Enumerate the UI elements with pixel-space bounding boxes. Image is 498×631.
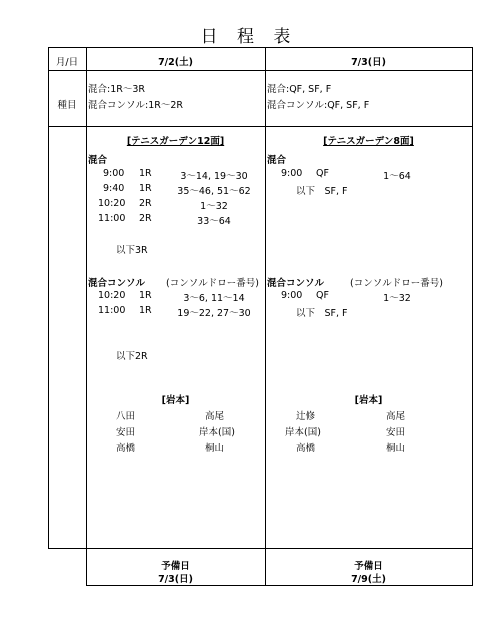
day1-consol-draw: 19〜22, 27〜30 [177,308,251,319]
day1-mixed-round: 1R [139,168,152,179]
day1-mixed-draw: 33〜64 [197,216,231,227]
day1-reserve-label: 予備日 [161,561,190,572]
day1-mixed-time: 10:20 [98,198,126,209]
day2-consol-note: (コンソルドロー番号) [350,278,443,289]
day1-mixed-time: 9:40 [103,183,125,194]
day2-staff-name: 安田 [386,427,406,438]
day2-consol-title: 混合コンソル [267,278,325,289]
day2-consol-after: 以下 SF, F [296,308,348,319]
day1-mixed-after: 以下3R [116,245,148,256]
day1-header: 7/2(土) [158,57,193,68]
day2-staff-title: [岩本] [354,395,383,406]
day2-header: 7/3(日) [351,57,386,68]
day1-consol-round: 1R [139,305,152,316]
day1-mixed-time: 9:00 [103,168,125,179]
day2-staff-name: 辻修 [296,411,316,422]
day2-mixed-draw: 1〜64 [383,171,411,182]
day1-reserve-date: 7/3(日) [158,574,193,585]
day1-mixed-round: 2R [139,213,152,224]
day2-mixed-round: QF [316,168,329,179]
day1-consol-draw: 3〜6, 11〜14 [183,293,245,304]
day1-mixed-title: 混合 [88,155,108,166]
day1-consol-time: 10:20 [98,290,126,301]
day2-consol-round: QF [316,290,329,301]
day1-staff-name: 岸本(国) [199,427,235,438]
day2-reserve-date: 7/9(土) [351,574,386,585]
day2-staff-name: 桐山 [386,443,406,454]
day1-event-1: 混合:1R〜3R [88,84,145,95]
day2-event-1: 混合:QF, SF, F [267,84,332,95]
day2-event-2: 混合コンソル:QF, SF, F [267,100,370,111]
day2-mixed-title: 混合 [267,155,287,166]
events-label: 種目 [57,100,77,111]
day1-mixed-time: 11:00 [98,213,126,224]
day1-staff-name: 安田 [116,427,136,438]
day1-consol-time: 11:00 [98,305,126,316]
day1-venue: [テニスガーデン12面] [126,136,225,147]
month-day-header: 月/日 [55,57,79,68]
day1-consol-round: 1R [139,290,152,301]
day1-mixed-round: 1R [139,183,152,194]
day1-mixed-round: 2R [139,198,152,209]
page-title: 日 程 表 [200,27,298,47]
day2-mixed-time: 9:00 [281,168,303,179]
day1-staff-name: 桐山 [205,443,225,454]
day1-mixed-draw: 35〜46, 51〜62 [177,186,251,197]
day2-mixed-after: 以下 SF, F [296,186,348,197]
day1-mixed-draw: 1〜32 [200,201,228,212]
day2-staff-name: 高尾 [386,411,406,422]
day2-staff-name: 岸本(国) [285,427,321,438]
day2-consol-time: 9:00 [281,290,303,301]
day1-event-2: 混合コンソル:1R〜2R [88,100,183,111]
day1-staff-title: [岩本] [161,395,190,406]
day1-staff-name: 八田 [116,411,136,422]
day1-consol-after: 以下2R [116,351,148,362]
day2-venue: [テニスガーデン8面] [323,136,414,147]
day2-consol-draw: 1〜32 [383,293,411,304]
day1-mixed-draw: 3〜14, 19〜30 [180,171,248,182]
day1-consol-note: (コンソルドロー番号) [166,278,259,289]
day1-staff-name: 高尾 [205,411,225,422]
day1-staff-name: 高橋 [116,443,136,454]
day2-reserve-label: 予備日 [354,561,383,572]
day1-consol-title: 混合コンソル [88,278,146,289]
day2-staff-name: 高橋 [296,443,316,454]
